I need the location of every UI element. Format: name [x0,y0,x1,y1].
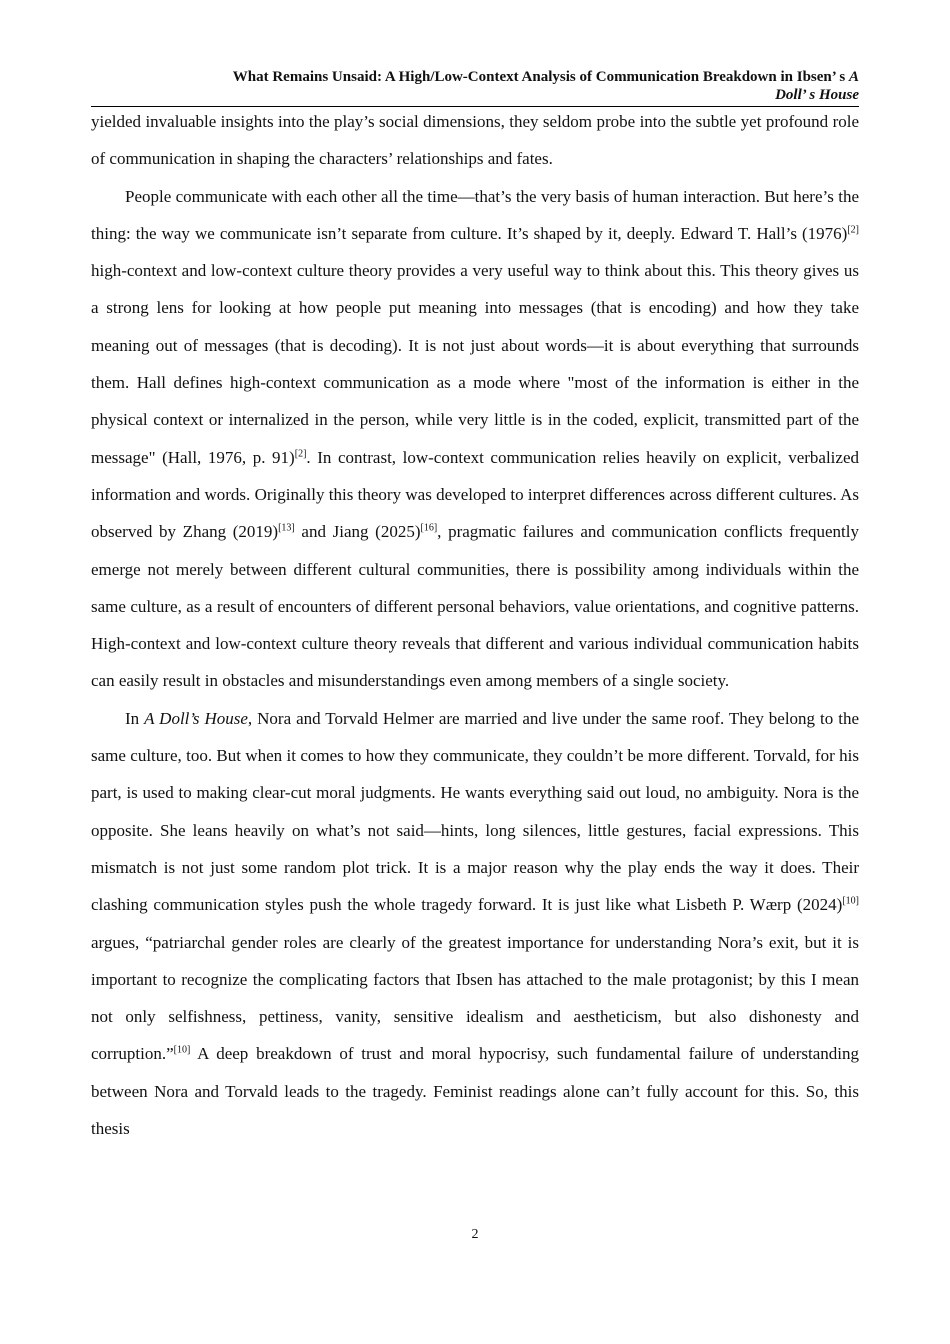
citation-ref: [10] [842,895,859,907]
citation-ref: [13] [278,522,295,534]
body-text [91,103,859,1147]
paragraph-3-text-3: argues, “patriarchal gender roles are clearly of the greatest importance for understanding Nora’s exit, but it is important to recognize the complicating factors that Ibsen has attached to the male protagonist; by this I mean not only selfishness, pettiness, vanity, sensitive idealism and aestheticism, but also dishonesty and corruption.” [91,932,859,1064]
paragraph-3-text-2: , Nora and Torvald Helmer are married and live under the same roof. They belong to the same culture, too. But when it comes to how they communicate, they couldn’t be more different. Torvald, for his part, is used to making clear-cut moral judgments. He wants everything said out loud, no ambiguity. Nora is the opposite. She leans heavily on what’s not said—hints, long silences, little gestures, facial expressions. This mismatch is not just some random plot trick. It is a major reason why the play ends the way it does. Their clashing communication styles push the whole tragedy forward. It is just like what Lisbeth P. Wærp (2024) [91,708,859,915]
paragraph-3-text-4: A deep breakdown of trust and moral hypocrisy, such fundamental failure of understanding between Nora and Torvald leads to the tragedy. Feminist readings alone can’t fully account for this. So, this thesis [91,1044,859,1139]
citation-ref: [2] [294,448,307,460]
paragraph-2-text-2: high-context and low-context culture theory provides a very useful way to think about this. This theory gives us a strong lens for looking at how people put meaning into messages (that is encoding) and how they take meaning out of messages (that is decoding). It is not just about words—it is about everything that surrounds them. Hall defines high-context communication as a mode where "most of the information is either in the physical context or internalized in the person, while very little is in the coded, explicit, transmitted part of the message" (Hall, 1976, p. 91) [91,261,859,467]
citation-ref: [10] [173,1044,191,1056]
play-title-italic: A Doll’s House [144,708,248,728]
page-content [91,68,859,1147]
header-line-2: Doll’ s House [775,87,859,103]
paragraph-3-text-1: In [125,708,145,728]
paragraph-2-text-4: and Jiang (2025) [294,522,421,542]
page-number: 2 [471,1227,479,1242]
paragraph-1: yielded invaluable insights into the play’s social dimensions, they seldom probe into the subtle yet profound role of communication in shaping the characters’ relationships and fates. [91,112,859,169]
header-line-1 [91,68,859,86]
paragraph-2 [91,178,859,700]
citation-ref: [2] [847,224,859,236]
paragraph-3 [91,700,859,1148]
paragraph-2-text-1: People communicate with each other all the time—that’s the very basis of human interaction. But here’s the thing: the way we communicate isn’t separate from culture. It’s shaped by it, deeply. Edward T. Hall’s (1976) [91,186,859,243]
paragraph-2-text-3: . In contrast, low-context communication relies heavily on explicit, verbalized information and words. Originally this theory was developed to interpret differences across different cultures. As observed by Zhang (2019) [91,447,859,542]
running-header [91,68,859,107]
citation-ref: [16] [420,522,438,534]
paragraph-2-text-5: , pragmatic failures and communication conflicts frequently emerge not merely between different cultural communities, there is possibility among individuals within the same culture, as a result of encounters of different personal behaviors, value orientations, and cognitive patterns. High-context and low-context culture theory reveals that different and various individual communication habits can easily result in obstacles and misunderstandings even among members of a single society. [91,522,859,691]
header-title-text: What Remains Unsaid: A High/Low-Context Analysis of Communication Breakdown in Ibsen’ s [232,69,849,85]
header-title-italic: A [848,69,859,85]
